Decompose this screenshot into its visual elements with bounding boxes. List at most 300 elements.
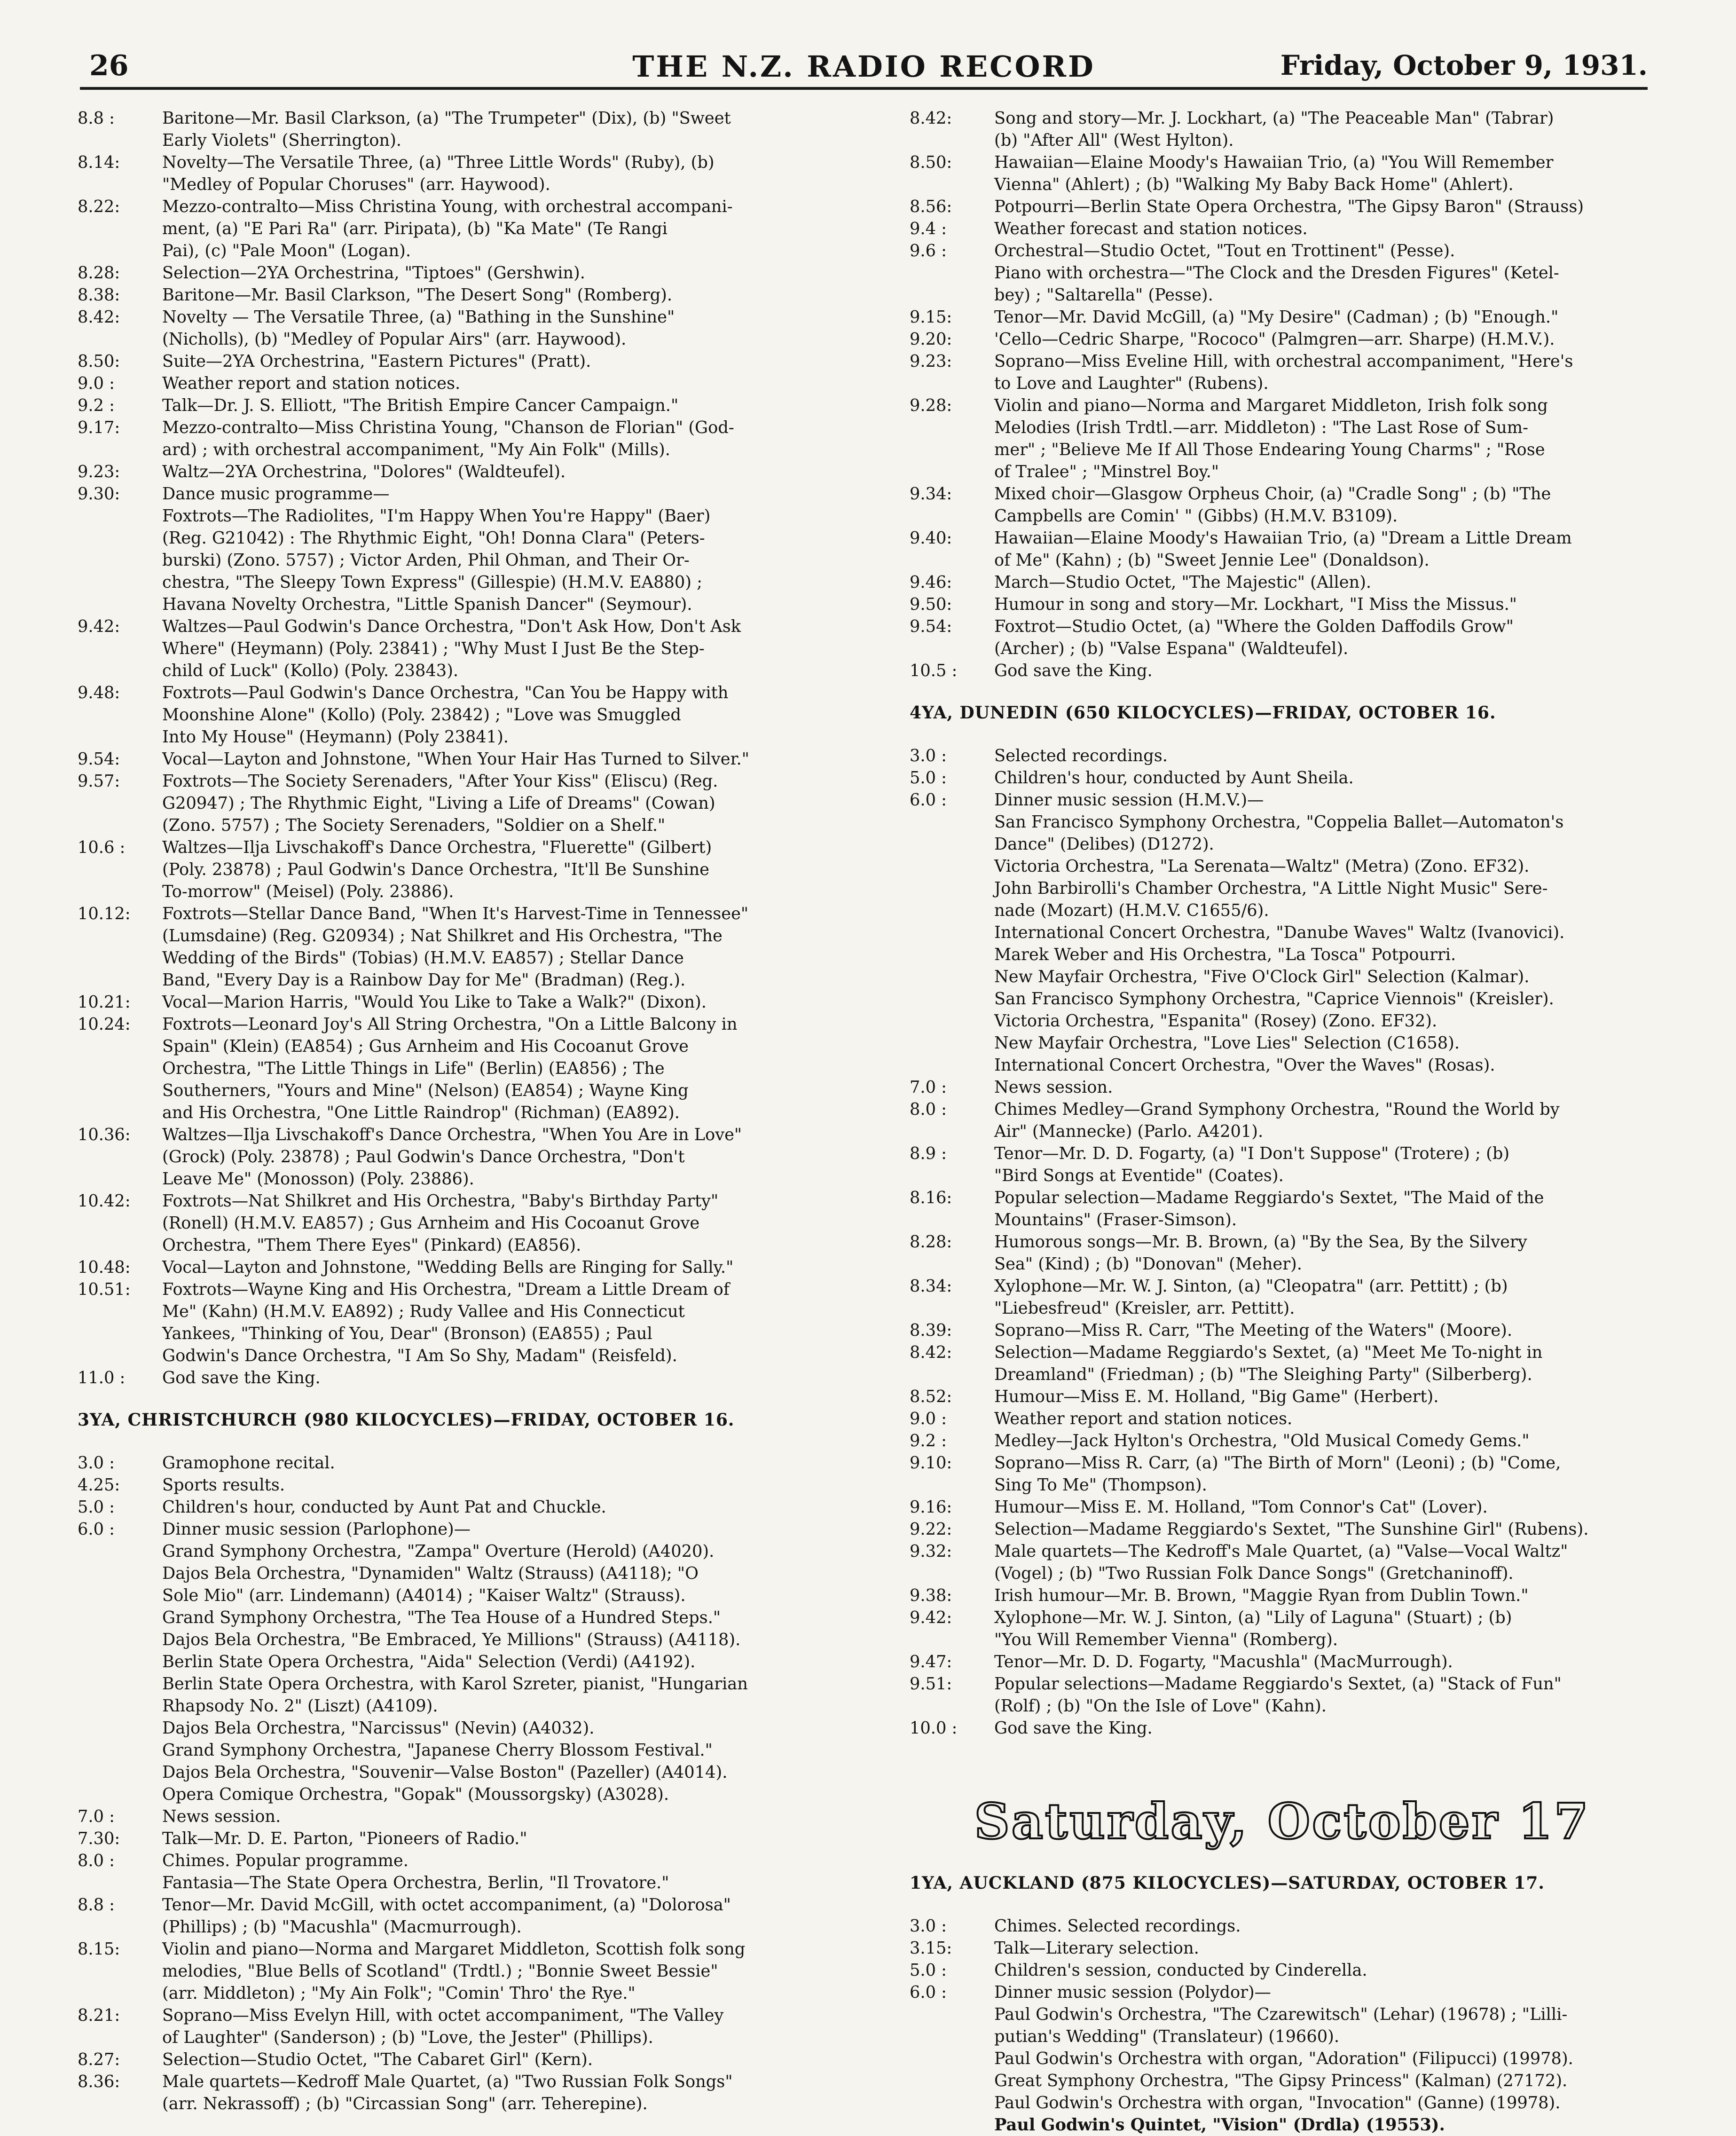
entry-line: Vocal—Layton and Johnstone, "Wedding Bells are Ringing for Sally." — [162, 1258, 734, 1277]
entry-line: Foxtrot—Studio Octet, (a) "Where the Golden Daffodils Grow" — [994, 617, 1514, 636]
entry-line: Selection—Studio Octet, "The Cabaret Girl" (Kern). — [162, 2050, 593, 2069]
entry-line: "Bird Songs at Eventide" (Coates). — [994, 1166, 1284, 1185]
entry-line: Vienna" (Ahlert) ; (b) "Walking My Baby Back Home" (Ahlert). — [994, 175, 1514, 194]
entry-line: Foxtrots—Stellar Dance Band, "When It's Harvest-Time in Tennessee" — [162, 904, 749, 923]
entry-line: Waltzes—Paul Godwin's Dance Orchestra, "Don't Ask How, Don't Ask — [162, 617, 741, 636]
entry-text — [994, 767, 1655, 789]
entry-line: Potpourri—Berlin State Opera Orchestra, "The Gipsy Baron" (Strauss) — [994, 197, 1584, 216]
entry-time: 8.50: — [910, 153, 952, 172]
entry-text — [162, 196, 860, 262]
schedule-entry — [78, 1938, 860, 2004]
schedule-entry — [910, 1915, 1655, 1937]
entry-line: Tenor—Mr. D. D. Fogarty, "Macushla" (MacMurrough). — [994, 1652, 1453, 1671]
entry-line: Dajos Bela Orchestra, "Be Embraced, Ye Millions" (Strauss) (A4118). — [162, 1630, 741, 1649]
entry-line: Mezzo-contralto—Miss Christina Young, with orchestral accompani- — [162, 197, 733, 216]
entry-line: Wedding of the Birds" (Tobias) (H.M.V. EA857) ; Stellar Dance — [162, 948, 684, 968]
entry-time: 9.57: — [78, 772, 120, 791]
schedule-entry — [78, 1190, 860, 1256]
schedule-entry — [910, 483, 1655, 527]
entry-line: (Vogel) ; (b) "Two Russian Folk Dance Songs" (Gretchaninoff). — [994, 1564, 1514, 1583]
schedule-entry — [78, 372, 860, 394]
entry-text — [994, 1540, 1655, 1584]
entry-line: (Nicholls), (b) "Medley of Popular Airs" (arr. Haywood). — [162, 330, 627, 349]
page-header — [80, 49, 1648, 90]
schedule-entry — [78, 770, 860, 836]
entry-line: Yankees, "Thinking of You, Dear" (Bronson) (EA855) ; Paul — [162, 1324, 652, 1343]
entry-line: melodies, "Blue Bells of Scotland" (Trdtl.) ; "Bonnie Sweet Bessie" — [162, 1962, 718, 1981]
entry-line: Into My House" (Heymann) (Poly 23841). — [162, 727, 509, 747]
schedule-entry — [910, 328, 1655, 350]
entry-time: 9.42: — [910, 1608, 952, 1627]
schedule-entry — [78, 1013, 860, 1124]
entry-line: God save the King. — [994, 661, 1153, 680]
entry-line: Humour in song and story—Mr. Lockhart, "I Miss the Missus." — [994, 595, 1517, 614]
entry-line: Foxtrots—Leonard Joy's All String Orchestra, "On a Little Balcony in — [162, 1015, 738, 1034]
entry-line: Hawaiian—Elaine Moody's Hawaiian Trio, (a) "Dream a Little Dream — [994, 528, 1572, 548]
entry-time: 8.9 : — [910, 1144, 947, 1163]
entry-line: Foxtrots—The Society Serenaders, "After Your Kiss" (Eliscu) (Reg. — [162, 772, 718, 791]
entry-time: 7.0 : — [78, 1807, 115, 1826]
schedule-entry — [78, 483, 860, 615]
entry-time: 9.50: — [910, 595, 952, 614]
entry-line: Sports results. — [162, 1475, 285, 1495]
schedule-entry — [910, 1430, 1655, 1452]
entry-text — [994, 151, 1655, 196]
entry-time: 8.8 : — [78, 1895, 115, 1915]
entry-line: (b) "After All" (West Hylton). — [994, 131, 1234, 150]
entry-text — [994, 615, 1655, 660]
entry-line: Sole Mio" (arr. Lindemann) (A4014) ; "Kaiser Waltz" (Strauss). — [162, 1586, 686, 1605]
entry-line: bey) ; "Saltarella" (Pesse). — [994, 285, 1213, 305]
entry-line: Waltzes—Ilja Livschakoff's Dance Orchestra, "When You Are in Love" — [162, 1125, 742, 1144]
entry-line: Xylophone—Mr. W. J. Sinton, (a) "Cleopatra" (arr. Pettitt) ; (b) — [994, 1277, 1508, 1296]
entry-line: to Love and Laughter" (Rubens). — [994, 374, 1269, 393]
entry-line: Vocal—Layton and Johnstone, "When Your Hair Has Turned to Silver." — [162, 749, 749, 769]
entry-line: Mezzo-contralto—Miss Christina Young, "Chanson de Florian" (God- — [162, 418, 734, 437]
entry-time: 9.2 : — [78, 396, 115, 415]
entry-time: 3.15: — [910, 1939, 952, 1958]
entry-line: (Rolf) ; (b) "On the Isle of Love" (Kahn). — [994, 1696, 1327, 1716]
schedule-entry — [910, 615, 1655, 660]
entry-line: New Mayfair Orchestra, "Love Lies" Selection (C1658). — [994, 1033, 1460, 1053]
entry-line: Novelty—The Versatile Three, (a) "Three Little Words" (Ruby), (b) — [162, 153, 715, 172]
schedule-entry — [78, 1518, 860, 1805]
entry-line: Orchestra, "The Little Things in Life" (Berlin) (EA856) ; The — [162, 1059, 665, 1078]
entry-line: Victoria Orchestra, "La Serenata—Waltz" (Metra) (Zono. EF32). — [994, 857, 1530, 876]
entry-time: 10.48: — [78, 1258, 131, 1277]
entry-line: Children's hour, conducted by Aunt Pat and Chuckle. — [162, 1498, 606, 1517]
entry-text — [162, 2049, 860, 2071]
schedule-entry — [910, 571, 1655, 593]
entry-text — [162, 1278, 860, 1367]
entry-line: Humour—Miss E. M. Holland, "Big Game" (Herbert). — [994, 1387, 1439, 1406]
entry-line: Suite—2YA Orchestrina, "Eastern Pictures" (Pratt). — [162, 352, 591, 371]
entry-time: 9.46: — [910, 573, 952, 592]
page-number: 26 — [89, 49, 129, 82]
entry-text — [162, 151, 860, 196]
entry-line: Grand Symphony Orchestra, "The Tea House of a Hundred Steps." — [162, 1608, 721, 1627]
entry-line: Dance music programme— — [162, 484, 390, 504]
entry-line: (Archer) ; (b) "Valse Espana" (Waldteufel). — [994, 639, 1349, 658]
entry-line: Male quartets—The Kedroff's Male Quartet, (a) "Valse—Vocal Waltz" — [994, 1542, 1568, 1561]
entry-time: 10.0 : — [910, 1718, 958, 1738]
entry-time: 9.2 : — [910, 1431, 947, 1450]
entry-line: burski) (Zono. 5757) ; Victor Arden, Phil Ohman, and Their Or- — [162, 551, 690, 570]
day-heading-saturday: Saturday, October 17 — [974, 1792, 1590, 1850]
schedule-entry — [78, 151, 860, 196]
section-heading-3ya-christchurch: 3YA, CHRISTCHURCH (980 KILOCYCLES)—FRIDAY, OCTOBER 16. — [78, 1410, 735, 1430]
entry-line: (Ronell) (H.M.V. EA857) ; Gus Arnheim and His Cocoanut Grove — [162, 1214, 700, 1233]
entry-line: Orchestra, "Them There Eyes" (Pinkard) (EA856). — [162, 1236, 581, 1255]
schedule-1ya — [910, 1915, 1655, 2136]
schedule-entry — [78, 262, 860, 284]
schedule-entry — [910, 350, 1655, 394]
entry-time: 9.51: — [910, 1674, 952, 1694]
entry-line: Godwin's Dance Orchestra, "I Am So Shy, Madam" (Reisfeld). — [162, 1346, 677, 1365]
entry-time: 8.27: — [78, 2050, 120, 2069]
entry-text — [994, 483, 1655, 527]
schedule-entry — [910, 1540, 1655, 1584]
entry-line: Foxtrots—The Radiolites, "I'm Happy When You're Happy" (Baer) — [162, 506, 711, 526]
entry-line: News session. — [162, 1807, 281, 1826]
entry-line: G20947) ; The Rhythmic Eight, "Living a Life of Dreams" (Cowan) — [162, 794, 715, 813]
entry-text — [162, 262, 860, 284]
entry-time: 9.47: — [910, 1652, 952, 1671]
entry-line: Song and story—Mr. J. Lockhart, (a) "The Peaceable Man" (Tabrar) — [994, 109, 1554, 128]
entry-time: 8.0 : — [910, 1100, 947, 1119]
entry-line: Selected recordings. — [994, 746, 1168, 765]
entry-text — [994, 1673, 1655, 1717]
entry-time: 8.16: — [910, 1188, 952, 1207]
entry-line: Grand Symphony Orchestra, "Japanese Cherry Blossom Festival." — [162, 1741, 713, 1760]
schedule-entry — [910, 527, 1655, 571]
schedule-entry — [78, 350, 860, 372]
entry-text — [162, 1474, 860, 1496]
schedule-entry — [910, 1452, 1655, 1496]
entry-line: Vocal—Marion Harris, "Would You Like to Take a Walk?" (Dixon). — [162, 993, 707, 1012]
entry-line: Paul Godwin's Orchestra, "The Czarewitsch" (Lehar) (19678) ; "Lilli- — [994, 2005, 1568, 2024]
schedule-entry — [78, 1452, 860, 1474]
entry-line: Mountains" (Fraser-Simson). — [994, 1210, 1237, 1230]
entry-text — [994, 1187, 1655, 1231]
entry-text — [994, 1076, 1655, 1098]
entry-line: Paul Godwin's Orchestra with organ, "Invocation" (Ganne) (19978). — [994, 2093, 1561, 2112]
entry-text — [162, 107, 860, 151]
entry-text — [994, 527, 1655, 571]
entry-line: Dance" (Delibes) (D1272). — [994, 835, 1214, 854]
entry-line: of Me" (Kahn) ; (b) "Sweet Jennie Lee" (Donaldson). — [994, 551, 1430, 570]
schedule-entry — [78, 1474, 860, 1496]
entry-text — [162, 1938, 860, 2004]
entry-line: Talk—Mr. D. E. Parton, "Pioneers of Radio." — [162, 1829, 527, 1848]
entry-time: 7.30: — [78, 1829, 120, 1848]
entry-time: 5.0 : — [78, 1498, 115, 1517]
entry-time: 9.38: — [910, 1586, 952, 1605]
entry-text — [994, 660, 1655, 682]
entry-line: Selection—Madame Reggiardo's Sextet, "The Sunshine Girl" (Rubens). — [994, 1520, 1589, 1539]
entry-time: 9.0 : — [78, 374, 115, 393]
schedule-entry — [78, 682, 860, 748]
schedule-entry — [78, 836, 860, 903]
entry-text — [162, 372, 860, 394]
entry-time: 9.20: — [910, 330, 952, 349]
schedule-entry — [78, 748, 860, 770]
entry-time: 8.38: — [78, 285, 120, 305]
entry-line: To-morrow" (Meisel) (Poly. 23886). — [162, 882, 454, 901]
entry-text — [994, 1231, 1655, 1275]
entry-line: Foxtrots—Paul Godwin's Dance Orchestra, "Can You be Happy with — [162, 683, 729, 702]
entry-text — [162, 417, 860, 461]
entry-time: 9.30: — [78, 484, 120, 504]
entry-line: Berlin State Opera Orchestra, with Karol Szreter, pianist, "Hungarian — [162, 1674, 748, 1694]
entry-time: 8.56: — [910, 197, 952, 216]
schedule-entry — [910, 394, 1655, 483]
entry-text — [162, 306, 860, 350]
entry-line: Soprano—Miss Eveline Hill, with orchestral accompaniment, "Here's — [994, 352, 1573, 371]
schedule-entry — [910, 1319, 1655, 1341]
schedule-entry — [78, 306, 860, 350]
entry-line: Chimes. Selected recordings. — [994, 1916, 1241, 1936]
schedule-entry — [910, 218, 1655, 240]
entry-line: mer" ; "Believe Me If All Those Endearing Young Charms" ; "Rose — [994, 440, 1545, 459]
entry-line: ment, (a) "E Pari Ra" (arr. Piripata), (b) "Ka Mate" (Te Rangi — [162, 219, 668, 238]
schedule-entry — [910, 1607, 1655, 1651]
entry-text — [994, 394, 1655, 483]
schedule-entry — [78, 615, 860, 682]
entry-text — [162, 903, 860, 991]
entry-line: (Phillips) ; (b) "Macushla" (Macmurrough). — [162, 1917, 522, 1937]
schedule-entry — [78, 284, 860, 306]
entry-line: Irish humour—Mr. B. Brown, "Maggie Ryan from Dublin Town." — [994, 1586, 1529, 1605]
schedule-entry — [910, 240, 1655, 306]
entry-line: Male quartets—Kedroff Male Quartet, (a) "Two Russian Folk Songs" — [162, 2072, 733, 2091]
entry-line: (arr. Nekrassoff) ; (b) "Circassian Song" (arr. Teherepine). — [162, 2094, 648, 2113]
entry-text — [994, 1981, 1655, 2136]
entry-line: and His Orchestra, "One Little Raindrop" (Richman) (EA892). — [162, 1103, 680, 1122]
entry-line: (Lumsdaine) (Reg. G20934) ; Nat Shilkret and His Orchestra, "The — [162, 926, 723, 946]
entry-line: Tenor—Mr. David McGill, (a) "My Desire" (Cadman) ; (b) "Enough." — [994, 307, 1559, 327]
entry-text — [994, 1275, 1655, 1319]
entry-line: Fantasia—The State Opera Orchestra, Berlin, "Il Trovatore." — [162, 1873, 669, 1892]
entry-time: 8.39: — [910, 1321, 952, 1340]
schedule-entry — [910, 1076, 1655, 1098]
entry-time: 8.42: — [78, 307, 120, 327]
section-heading-4ya-dunedin: 4YA, DUNEDIN (650 KILOCYCLES)—FRIDAY, OCTOBER 16. — [910, 703, 1496, 723]
entry-time: 8.36: — [78, 2072, 120, 2091]
entry-line: Hawaiian—Elaine Moody's Hawaiian Trio, (a) "You Will Remember — [994, 153, 1554, 172]
entry-time: 3.0 : — [910, 1916, 947, 1936]
entry-text — [994, 1319, 1655, 1341]
entry-text — [162, 991, 860, 1013]
entry-line: "You Will Remember Vienna" (Romberg). — [994, 1630, 1338, 1649]
entry-time: 8.34: — [910, 1277, 952, 1296]
entry-text — [162, 461, 860, 483]
entry-line: Dajos Bela Orchestra, "Narcissus" (Nevin) (A4032). — [162, 1718, 595, 1738]
schedule-entry — [910, 1937, 1655, 1959]
entry-text — [162, 1367, 860, 1389]
schedule-entry — [910, 1651, 1655, 1673]
entry-text — [994, 1496, 1655, 1518]
entry-text — [162, 2071, 860, 2115]
entry-text — [994, 1959, 1655, 1981]
schedule-entry — [910, 1341, 1655, 1386]
schedule-entry — [910, 1187, 1655, 1231]
entry-line: San Francisco Symphony Orchestra, "Caprice Viennois" (Kreisler). — [994, 989, 1554, 1009]
entry-line: Dreamland" (Friedman) ; (b) "The Sleighing Party" (Silberberg). — [994, 1365, 1532, 1384]
entry-line: Band, "Every Day is a Rainbow Day for Me" (Bradman) (Reg.). — [162, 970, 686, 990]
entry-time: 10.24: — [78, 1015, 131, 1034]
entry-line: (Zono. 5757) ; The Society Serenaders, "Soldier on a Shelf." — [162, 816, 666, 835]
entry-text — [162, 1805, 860, 1828]
schedule-entry — [78, 2049, 860, 2071]
schedule-entry — [910, 1408, 1655, 1430]
schedule-entry — [910, 1584, 1655, 1607]
entry-line: Moonshine Alone" (Kollo) (Poly. 23842) ; "Love was Smuggled — [162, 705, 681, 725]
entry-line: (Reg. G21042) : The Rhythmic Eight, "Oh! Donna Clara" (Peters- — [162, 528, 705, 548]
entry-time: 9.34: — [910, 484, 952, 504]
entry-line: (Grock) (Poly. 23878) ; Paul Godwin's Dance Orchestra, "Don't — [162, 1147, 685, 1167]
entry-time: 9.4 : — [910, 219, 947, 238]
entry-text — [162, 1124, 860, 1190]
entry-text — [994, 1915, 1655, 1937]
schedule-2ya-continued — [78, 107, 860, 1389]
entry-line: Great Symphony Orchestra, "The Gipsy Princess" (Kalman) (27172). — [994, 2071, 1568, 2090]
entry-text — [162, 748, 860, 770]
entry-text — [994, 571, 1655, 593]
entry-line: Foxtrots—Wayne King and His Orchestra, "Dream a Little Dream of — [162, 1280, 730, 1299]
schedule-entry — [910, 1518, 1655, 1540]
entry-text — [994, 1386, 1655, 1408]
entry-text — [994, 789, 1655, 1076]
entry-line: Sing To Me" (Thompson). — [994, 1475, 1207, 1495]
entry-line: Havana Novelty Orchestra, "Little Spanish Dancer" (Seymour). — [162, 595, 692, 614]
entry-line: Paul Godwin's Quintet, "Vision" (Drdla) (19553). — [994, 2115, 1445, 2135]
entry-line: Grand Symphony Orchestra, "Zampa" Overture (Herold) (A4020). — [162, 1542, 715, 1561]
entry-time: 9.22: — [910, 1520, 952, 1539]
entry-line: Tenor—Mr. D. D. Fogarty, (a) "I Don't Suppose" (Trotere) ; (b) — [994, 1144, 1510, 1163]
entry-line: Soprano—Miss R. Carr, "The Meeting of the Waters" (Moore). — [994, 1321, 1513, 1340]
schedule-entry — [910, 151, 1655, 196]
entry-time: 8.42: — [910, 109, 952, 128]
entry-line: Chimes. Popular programme. — [162, 1851, 408, 1870]
entry-time: 11.0 : — [78, 1368, 126, 1387]
entry-line: Violin and piano—Norma and Margaret Middleton, Irish folk song — [994, 396, 1548, 415]
schedule-entry — [78, 991, 860, 1013]
entry-text — [162, 350, 860, 372]
entry-time: 9.15: — [910, 307, 952, 327]
entry-text — [162, 1828, 860, 1850]
schedule-entry — [78, 1828, 860, 1850]
entry-line: Southerners, "Yours and Mine" (Nelson) (EA854) ; Wayne King — [162, 1081, 689, 1100]
entry-time: 9.54: — [78, 749, 120, 769]
entry-text — [162, 1013, 860, 1124]
schedule-entry — [910, 767, 1655, 789]
entry-line: Humour—Miss E. M. Holland, "Tom Connor's Cat" (Lover). — [994, 1498, 1488, 1517]
entry-time: 8.22: — [78, 197, 120, 216]
entry-time: 3.0 : — [78, 1453, 115, 1473]
schedule-entry — [910, 593, 1655, 615]
schedule-entry — [910, 789, 1655, 1076]
left-column — [78, 107, 860, 2115]
entry-text — [162, 770, 860, 836]
entry-text — [994, 1408, 1655, 1430]
entry-time: 10.51: — [78, 1280, 131, 1299]
entry-line: Dinner music session (H.M.V.)— — [994, 790, 1264, 810]
entry-text — [162, 2004, 860, 2049]
schedule-entry — [78, 461, 860, 483]
schedule-3ya — [78, 1452, 860, 2115]
entry-time: 9.23: — [910, 352, 952, 371]
entry-line: Xylophone—Mr. W. J. Sinton, (a) "Lily of Laguna" (Stuart) ; (b) — [994, 1608, 1512, 1627]
schedule-entry — [78, 1850, 860, 1894]
entry-line: nade (Mozart) (H.M.V. C1655/6). — [994, 901, 1269, 920]
schedule-entry — [78, 1894, 860, 1938]
entry-time: 10.36: — [78, 1125, 131, 1144]
entry-line: Berlin State Opera Orchestra, "Aida" Selection (Verdi) (A4192). — [162, 1652, 696, 1671]
entry-time: 8.50: — [78, 352, 120, 371]
entry-text — [994, 306, 1655, 328]
entry-line: Popular selection—Madame Reggiardo's Sextet, "The Maid of the — [994, 1188, 1544, 1207]
entry-text — [162, 1256, 860, 1278]
entry-line: child of Luck" (Kollo) (Poly. 23843). — [162, 661, 459, 680]
entry-line: Sea" (Kind) ; (b) "Donovan" (Meher). — [994, 1254, 1302, 1274]
entry-line: News session. — [994, 1078, 1113, 1097]
entry-time: 4.25: — [78, 1475, 120, 1495]
schedule-entry — [78, 1805, 860, 1828]
entry-time: 8.15: — [78, 1939, 120, 1959]
schedule-entry — [78, 107, 860, 151]
entry-line: Selection—2YA Orchestrina, "Tiptoes" (Gershwin). — [162, 263, 585, 283]
schedule-entry — [78, 1496, 860, 1518]
entry-time: 8.52: — [910, 1387, 952, 1406]
entry-line: Gramophone recital. — [162, 1453, 335, 1473]
entry-line: putian's Wedding" (Translateur) (19660). — [994, 2027, 1340, 2046]
entry-text — [994, 1584, 1655, 1607]
entry-time: 5.0 : — [910, 768, 947, 788]
entry-line: Victoria Orchestra, "Espanita" (Rosey) (Zono. EF32). — [994, 1011, 1438, 1031]
entry-time: 5.0 : — [910, 1961, 947, 1980]
schedule-entry — [78, 903, 860, 991]
schedule-entry — [910, 1386, 1655, 1408]
schedule-entry — [910, 1673, 1655, 1717]
entry-time: 8.42: — [910, 1343, 952, 1362]
entry-line: Talk—Dr. J. S. Elliott, "The British Empire Cancer Campaign." — [162, 396, 679, 415]
publication-title: THE N.Z. RADIO RECORD — [632, 49, 1095, 84]
schedule-entry — [910, 1981, 1655, 2136]
entry-text — [994, 1518, 1655, 1540]
entry-text — [162, 1850, 860, 1894]
entry-time: 9.17: — [78, 418, 120, 437]
entry-line: (Poly. 23878) ; Paul Godwin's Dance Orchestra, "It'll Be Sunshine — [162, 860, 709, 879]
entry-line: Popular selections—Madame Reggiardo's Sextet, (a) "Stack of Fun" — [994, 1674, 1562, 1694]
entry-line: "Medley of Popular Choruses" (arr. Haywood). — [162, 175, 550, 194]
entry-line: "Liebesfreud" (Kreisler, arr. Pettitt). — [994, 1299, 1295, 1318]
entry-time: 8.14: — [78, 153, 120, 172]
schedule-entry — [78, 196, 860, 262]
entry-line: Chimes Medley—Grand Symphony Orchestra, "Round the World by — [994, 1100, 1560, 1119]
schedule-entry — [910, 1496, 1655, 1518]
entry-line: of Laughter" (Sanderson) ; (b) "Love, the Jester" (Phillips). — [162, 2028, 653, 2047]
entry-line: ard) ; with orchestral accompaniment, "My Ain Folk" (Mills). — [162, 440, 670, 459]
entry-time: 9.32: — [910, 1542, 952, 1561]
entry-text — [162, 1496, 860, 1518]
entry-time: 6.0 : — [910, 790, 947, 810]
entry-line: Early Violets" (Sherrington). — [162, 131, 401, 150]
entry-line: Pai), (c) "Pale Moon" (Logan). — [162, 241, 411, 260]
entry-line: Tenor—Mr. David McGill, with octet accompaniment, (a) "Dolorosa" — [162, 1895, 731, 1915]
entry-line: New Mayfair Orchestra, "Five O'Clock Girl" Selection (Kalmar). — [994, 967, 1530, 986]
entry-line: Talk—Literary selection. — [994, 1939, 1199, 1958]
